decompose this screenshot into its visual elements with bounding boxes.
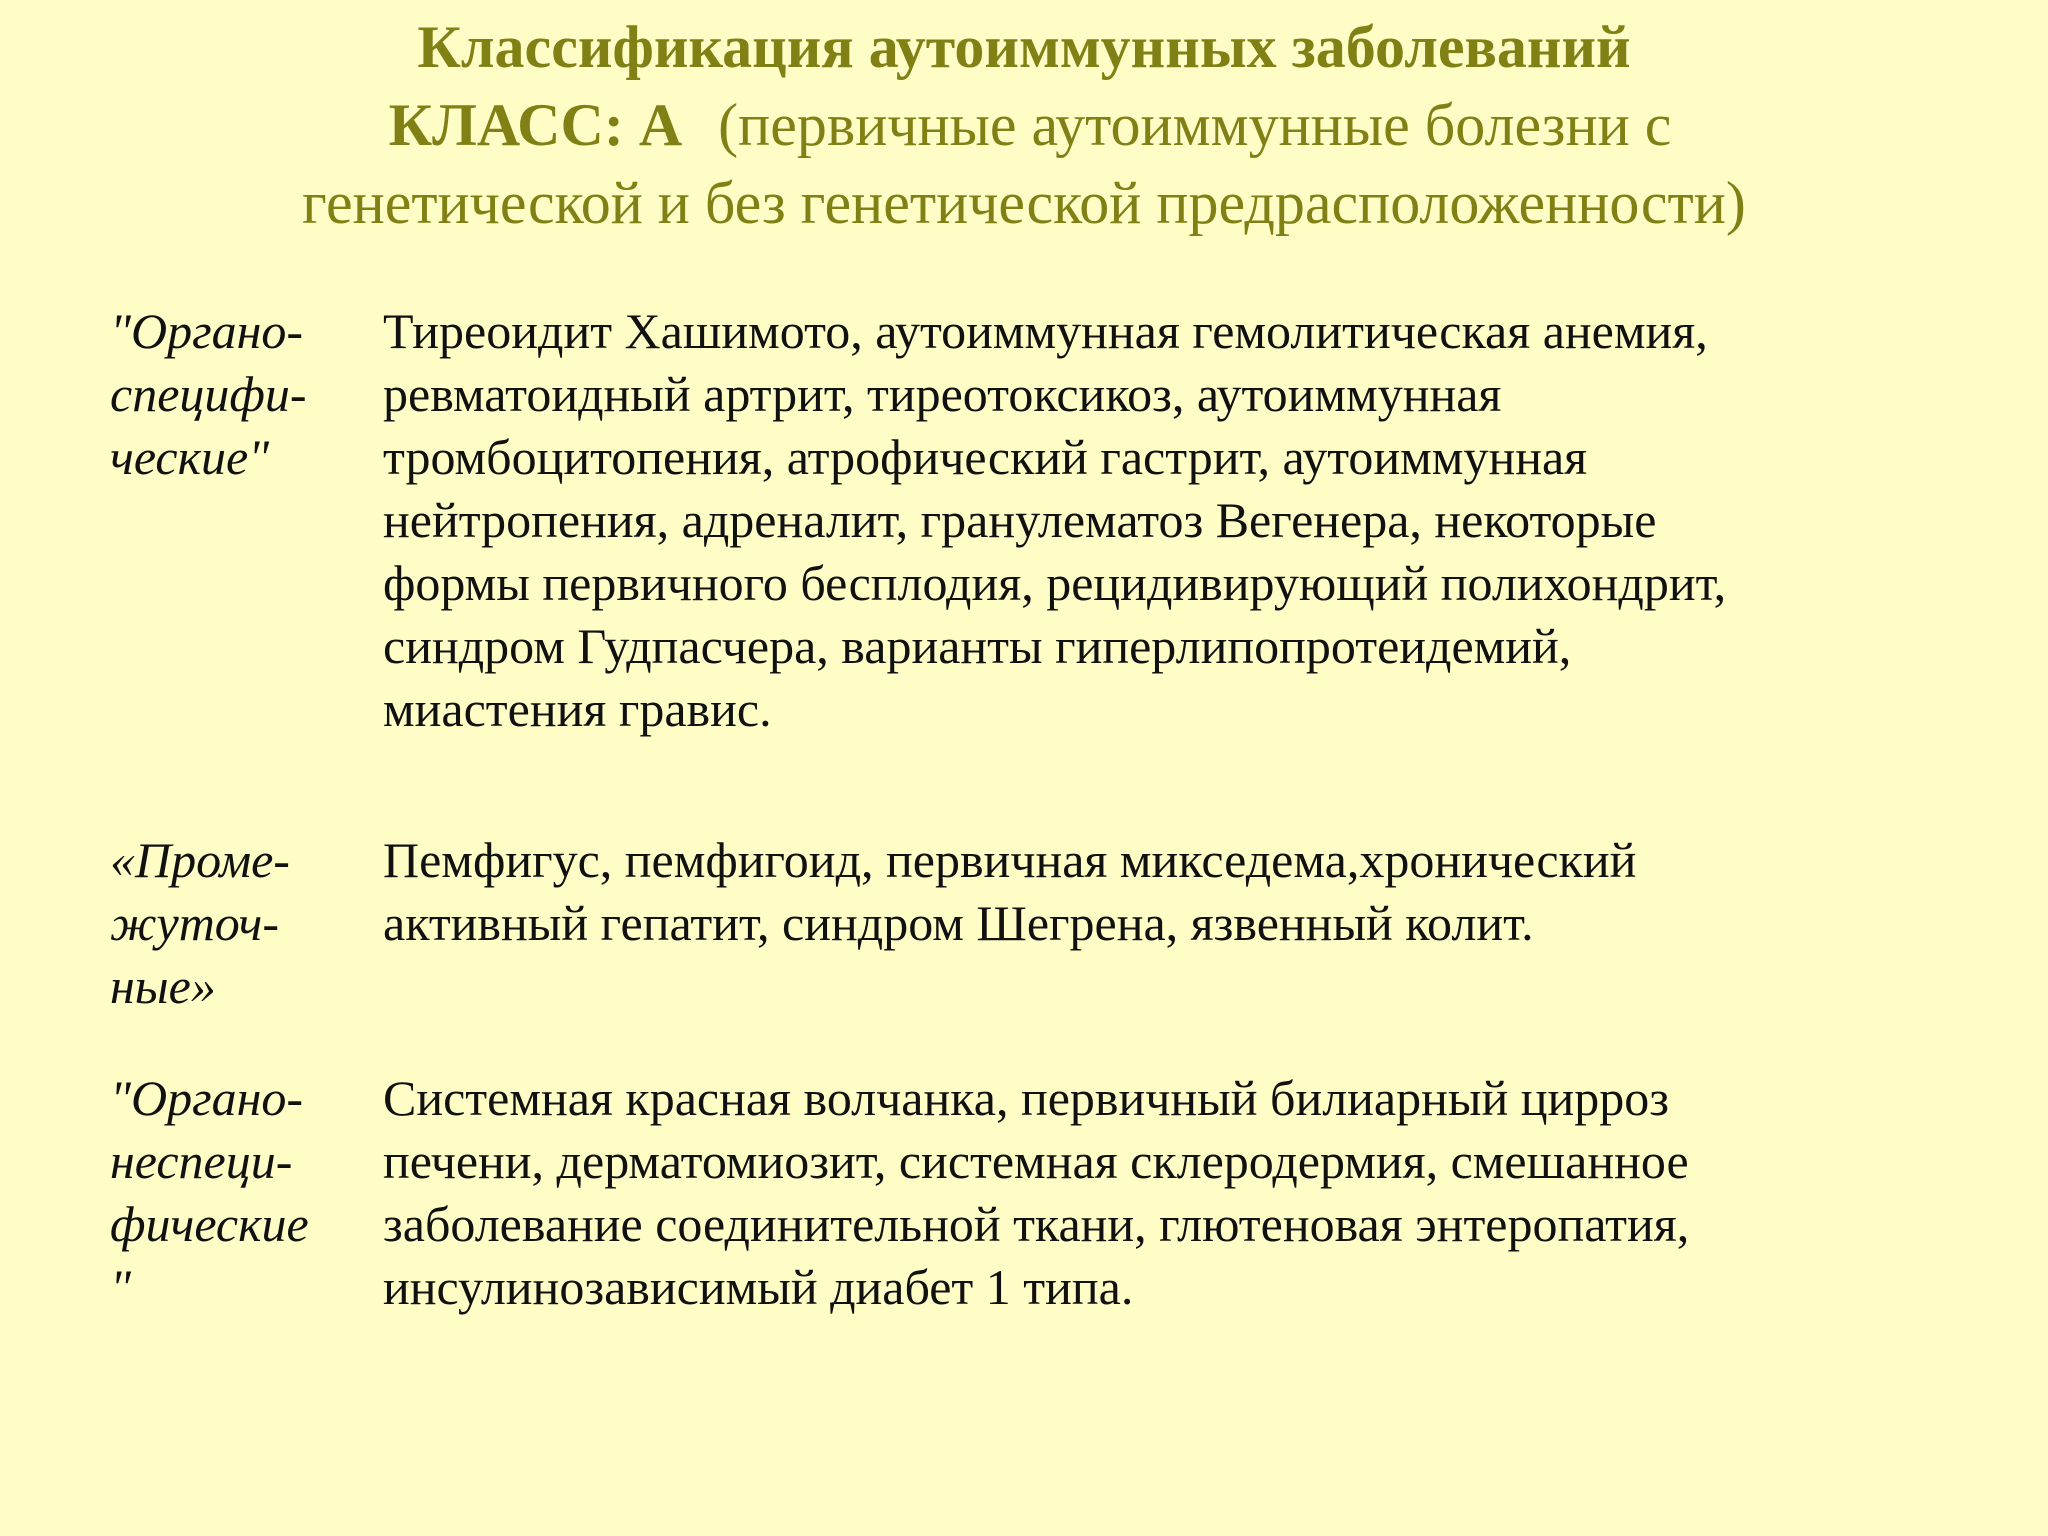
disease-list-line: печени, дерматомиозит, системная склеродермия, смешанное: [383, 1133, 1689, 1189]
slide-title: [0, 8, 2048, 242]
disease-list: [383, 300, 2003, 741]
disease-list-line: тромбоцитопения, атрофический гастрит, аутоиммунная: [383, 429, 1588, 485]
category-label-line: «Проме-: [110, 832, 290, 888]
category-label-line: неспеци-: [110, 1133, 293, 1189]
category-label-line: фические: [110, 1196, 309, 1252]
category-label-line: ные»: [110, 958, 216, 1014]
disease-list-line: синдром Гудпасчера, варианты гиперлипопротеидемий,: [383, 618, 1572, 674]
class-label: КЛАСС: А: [388, 92, 683, 158]
category-label-line: специфи-: [110, 366, 307, 422]
disease-list-line: миастения гравис.: [383, 681, 772, 737]
disease-list-line: формы первичного бесплодия, рецидивирующий полихондрит,: [383, 555, 1727, 611]
disease-list-line: Пемфигус, пемфигоид, первичная микседема,хронический: [383, 832, 1637, 888]
category-label-line: "Органо-: [110, 1070, 304, 1126]
title-line-2: [0, 86, 2048, 164]
disease-list: [383, 829, 2003, 955]
disease-list-line: нейтропения, адреналит, гранулематоз Вегенера, некоторые: [383, 492, 1657, 548]
class-description: (первичные аутоиммунные болезни с: [718, 92, 1672, 158]
disease-list-line: Системная красная волчанка, первичный билиарный цирроз: [383, 1070, 1669, 1126]
category-label-line: жуточ-: [110, 895, 280, 951]
disease-list-line: заболевание соединительной ткани, глютеновая энтеропатия,: [383, 1196, 1690, 1252]
category-label: [110, 300, 360, 489]
category-label-line: ческие": [110, 429, 270, 485]
disease-list-line: активный гепатит, синдром Шегрена, язвенный колит.: [383, 895, 1534, 951]
category-label-line: "Органо-: [110, 303, 304, 359]
disease-list: [383, 1067, 2003, 1319]
title-line-1: Классификация аутоиммунных заболеваний: [417, 14, 1631, 80]
disease-list-line: Тиреоидит Хашимото, аутоиммунная гемолитическая анемия,: [383, 303, 1708, 359]
disease-list-line: инсулинозависимый диабет 1 типа.: [383, 1259, 1134, 1315]
category-label: [110, 1067, 360, 1319]
title-line-3: генетической и без генетической предрасположенности): [302, 170, 1746, 236]
disease-list-line: ревматоидный артрит, тиреотоксикоз, аутоиммунная: [383, 366, 1502, 422]
category-label-line: ": [110, 1259, 131, 1315]
category-label: [110, 829, 360, 1018]
